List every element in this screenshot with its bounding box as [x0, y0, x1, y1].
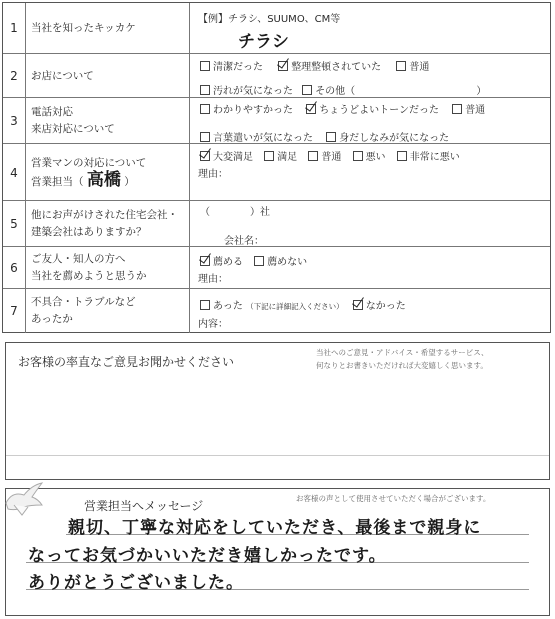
- answer-cell: [190, 54, 550, 98]
- checkbox[interactable]: [200, 300, 210, 310]
- paren-close: ）: [476, 86, 487, 97]
- option-label: 身だしなみが気になった: [339, 133, 450, 144]
- checkbox-checked[interactable]: [200, 256, 210, 266]
- checkbox[interactable]: [200, 85, 210, 95]
- options-line-2: [198, 82, 486, 97]
- reason-label: 理由：: [198, 274, 228, 285]
- options-line-1: [198, 101, 485, 116]
- survey-row-5: [3, 200, 550, 247]
- option-label: 言葉遣いが気になった: [213, 133, 313, 144]
- message-title: 営業担当へメッセージ: [84, 499, 204, 513]
- staff-label: 営業担当（: [31, 175, 84, 188]
- option-label: 薦める: [213, 257, 243, 268]
- opinion-note-1: 当社へのご意見・アドバイス・希望するサービス、: [316, 348, 489, 357]
- question-text: 不具合・トラブルなど: [31, 296, 136, 308]
- detail-note: （下記に詳細記入ください）: [246, 302, 344, 311]
- dove-icon: [2, 481, 46, 517]
- message-line-1: 親切、丁寧な対応をしていただき、最後まで親身に: [68, 518, 482, 538]
- trouble-options: [198, 297, 406, 312]
- checkbox[interactable]: [397, 151, 407, 161]
- row-number: 7: [3, 289, 26, 333]
- option-label: 汚れが気になった: [213, 86, 293, 97]
- opinion-box: [5, 342, 550, 480]
- options-line-1: [198, 58, 429, 73]
- option-label: 大変満足: [213, 152, 253, 163]
- checkbox-checked[interactable]: [306, 104, 316, 114]
- answer-cell: [190, 3, 550, 53]
- option-label: わかりやすかった: [213, 105, 293, 116]
- message-line-2: なってお気づかいいただき嬉しかったです。: [28, 546, 387, 566]
- row-number: 6: [3, 247, 26, 289]
- checkbox[interactable]: [200, 132, 210, 142]
- checkbox[interactable]: [200, 61, 210, 71]
- question-text: 当社を薦めようと思うか: [31, 270, 147, 282]
- question-text: お店について: [31, 69, 94, 82]
- checkbox[interactable]: [200, 104, 210, 114]
- option-label: ちょうどよいトーンだった: [319, 105, 439, 116]
- company-name-label: 会社名：: [224, 236, 264, 247]
- option-label: 普通: [465, 105, 486, 116]
- question-text: 当社を知ったキッカケ: [31, 21, 136, 34]
- message-note: お客様の声として使用させていただく場合がございます。: [296, 494, 491, 503]
- answer-cell: [190, 289, 550, 333]
- question-label: [25, 201, 190, 247]
- checkbox-checked[interactable]: [278, 61, 288, 71]
- option-label: その他（: [315, 86, 356, 97]
- checkbox[interactable]: [353, 151, 363, 161]
- checkbox[interactable]: [308, 151, 318, 161]
- checkbox[interactable]: [452, 104, 462, 114]
- question-text: 電話対応: [31, 106, 73, 118]
- row-number: 4: [3, 144, 26, 201]
- answer-cell: [190, 144, 550, 201]
- checkbox-checked[interactable]: [353, 300, 363, 310]
- recommend-options: [198, 253, 307, 268]
- survey-row-4: [3, 143, 550, 201]
- checkbox[interactable]: [302, 85, 312, 95]
- option-label: なかった: [365, 301, 406, 312]
- question-text: 営業マンの対応について: [31, 156, 147, 169]
- question-label: [25, 289, 190, 333]
- staff-name-handwritten: 高橋: [86, 169, 121, 190]
- checkbox[interactable]: [396, 61, 406, 71]
- company-count-blank: （ ）社: [200, 207, 270, 218]
- answer-cell: [190, 98, 550, 144]
- question-label: [25, 54, 190, 98]
- survey-table: [2, 2, 551, 333]
- checkbox[interactable]: [264, 151, 274, 161]
- message-line-3: ありがとうございました。: [28, 573, 244, 593]
- example-text: 【例】チラシ、SUUMO、CM等: [198, 14, 341, 25]
- question-text: あったか: [31, 313, 73, 325]
- satisfaction-options: [198, 148, 460, 163]
- question-label: [25, 247, 190, 289]
- checkbox-checked[interactable]: [200, 151, 210, 161]
- question-text: 他にお声がけされた住宅会社・: [31, 209, 178, 221]
- row-number: 2: [3, 54, 26, 98]
- option-label: 薦めない: [267, 257, 308, 268]
- option-label: 満足: [277, 152, 298, 163]
- survey-row-2: [3, 53, 550, 98]
- row-number: 1: [3, 3, 26, 53]
- survey-row-6: [3, 246, 550, 289]
- survey-row-1: [3, 3, 550, 53]
- handwritten-answer: チラシ: [238, 32, 289, 52]
- question-text: 来店対応について: [31, 123, 115, 135]
- question-text: ご友人・知人の方へ: [31, 253, 126, 265]
- question-label: [25, 3, 190, 53]
- question-label: [25, 98, 190, 144]
- divider: [6, 455, 549, 456]
- answer-cell: [190, 247, 550, 289]
- option-label: 普通: [409, 62, 430, 73]
- option-label: 悪い: [365, 152, 386, 163]
- survey-row-7: [3, 288, 550, 333]
- answer-cell: [190, 201, 550, 247]
- survey-row-3: [3, 97, 550, 144]
- checkbox[interactable]: [326, 132, 336, 142]
- reason-label: 理由：: [198, 169, 228, 180]
- option-label: 普通: [321, 152, 342, 163]
- question-label: [25, 144, 190, 201]
- opinion-title: お客様の率直なご意見お聞かせください: [18, 355, 235, 369]
- options-line-2: [198, 129, 449, 144]
- option-label: 清潔だった: [213, 62, 263, 73]
- question-text: 建築会社はありますか？: [31, 226, 147, 238]
- option-label: 非常に悪い: [409, 152, 460, 163]
- option-label: あった: [213, 301, 243, 312]
- message-box: [5, 488, 550, 616]
- option-label: 整理整頓されていた: [291, 62, 382, 73]
- question-text: [31, 169, 183, 191]
- row-number: 3: [3, 98, 26, 144]
- staff-paren-close: ）: [124, 175, 135, 188]
- detail-label: 内容：: [198, 319, 228, 330]
- row-number: 5: [3, 201, 26, 247]
- checkbox[interactable]: [254, 256, 264, 266]
- opinion-note-2: 何なりとお書きいただければ大変嬉しく思います。: [316, 361, 488, 370]
